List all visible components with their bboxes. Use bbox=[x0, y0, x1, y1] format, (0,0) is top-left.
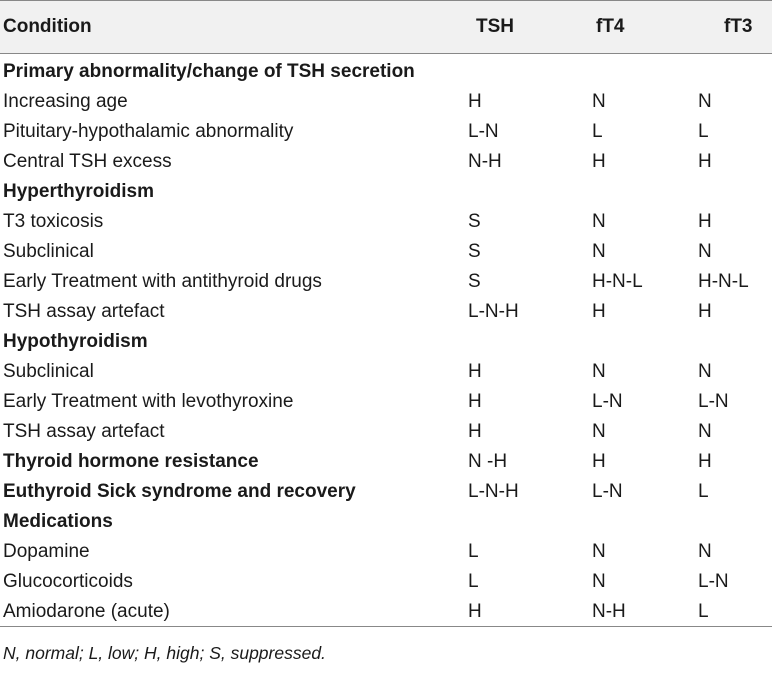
row-ft3: L-N bbox=[698, 391, 729, 412]
table-row bbox=[0, 117, 772, 147]
table-row bbox=[0, 597, 772, 627]
row-ft3: H bbox=[698, 301, 712, 322]
row-ft4: H bbox=[592, 301, 606, 322]
table-row bbox=[0, 417, 772, 447]
table-section-row bbox=[0, 57, 772, 87]
row-ft3: H bbox=[698, 211, 712, 232]
header-ft3: fT3 bbox=[724, 16, 753, 37]
table-section-row bbox=[0, 477, 772, 507]
row-tsh: L-N-H bbox=[468, 301, 519, 322]
row-condition: Euthyroid Sick syndrome and recovery bbox=[3, 481, 356, 502]
row-condition: Pituitary-hypothalamic abnormality bbox=[3, 121, 294, 142]
row-ft4: H-N-L bbox=[592, 271, 643, 292]
header-condition: Condition bbox=[3, 16, 92, 37]
table-header-row bbox=[0, 0, 772, 54]
row-tsh: N-H bbox=[468, 151, 502, 172]
row-ft4: N bbox=[592, 571, 606, 592]
row-condition: Early Treatment with levothyroxine bbox=[3, 391, 294, 412]
row-condition: Glucocorticoids bbox=[3, 571, 133, 592]
row-ft3: L-N bbox=[698, 571, 729, 592]
row-ft3: L bbox=[698, 481, 709, 502]
row-ft4: N bbox=[592, 211, 606, 232]
row-condition: Subclinical bbox=[3, 361, 94, 382]
row-tsh: H bbox=[468, 600, 482, 622]
row-ft3: H-N-L bbox=[698, 271, 749, 292]
row-condition: Hyperthyroidism bbox=[3, 181, 154, 202]
table-row bbox=[0, 387, 772, 417]
table-section-row bbox=[0, 447, 772, 477]
row-ft3: L bbox=[698, 600, 709, 622]
row-condition: Central TSH excess bbox=[3, 151, 172, 172]
row-ft4: N bbox=[592, 361, 606, 382]
row-ft4: L-N bbox=[592, 481, 623, 502]
row-ft3: N bbox=[698, 361, 712, 382]
row-tsh: S bbox=[468, 271, 481, 292]
header-ft4: fT4 bbox=[596, 16, 625, 37]
row-tsh: H bbox=[468, 391, 482, 412]
row-tsh: H bbox=[468, 91, 482, 112]
row-ft3: N bbox=[698, 421, 712, 442]
row-condition: Medications bbox=[3, 511, 113, 532]
row-ft4: N bbox=[592, 541, 606, 562]
row-ft3: N bbox=[698, 91, 712, 112]
table-row bbox=[0, 537, 772, 567]
row-ft4: N bbox=[592, 421, 606, 442]
row-ft4: H bbox=[592, 151, 606, 172]
table-row bbox=[0, 297, 772, 327]
row-tsh: L bbox=[468, 541, 479, 562]
row-condition: Thyroid hormone resistance bbox=[3, 451, 259, 472]
row-condition: T3 toxicosis bbox=[3, 211, 104, 232]
row-condition: Subclinical bbox=[3, 241, 94, 262]
row-ft4: L bbox=[592, 121, 603, 142]
table-row bbox=[0, 147, 772, 177]
table-row bbox=[0, 87, 772, 117]
table-row bbox=[0, 357, 772, 387]
table-section-row bbox=[0, 327, 772, 357]
row-tsh: L-N-H bbox=[468, 481, 519, 502]
row-tsh: S bbox=[468, 241, 481, 262]
table-row bbox=[0, 267, 772, 297]
row-ft4: N bbox=[592, 241, 606, 262]
row-ft4: N-H bbox=[592, 600, 626, 622]
row-ft4: L-N bbox=[592, 391, 623, 412]
row-condition: TSH assay artefact bbox=[3, 421, 165, 442]
row-condition: Dopamine bbox=[3, 541, 90, 562]
row-ft3: N bbox=[698, 541, 712, 562]
row-condition: Amiodarone (acute) bbox=[3, 600, 170, 622]
row-ft3: H bbox=[698, 451, 712, 472]
table-row bbox=[0, 237, 772, 267]
row-condition: Early Treatment with antithyroid drugs bbox=[3, 271, 322, 292]
row-condition: Hypothyroidism bbox=[3, 331, 148, 352]
row-tsh: L-N bbox=[468, 121, 499, 142]
row-tsh: N -H bbox=[468, 451, 508, 472]
row-ft3: N bbox=[698, 241, 712, 262]
row-condition: TSH assay artefact bbox=[3, 301, 165, 322]
table-footnote: N, normal; L, low; H, high; S, suppressed. bbox=[3, 643, 326, 663]
row-ft3: L bbox=[698, 121, 709, 142]
row-tsh: S bbox=[468, 211, 481, 232]
row-ft4: N bbox=[592, 91, 606, 112]
row-tsh: H bbox=[468, 361, 482, 382]
row-condition: Primary abnormality/change of TSH secretion bbox=[3, 61, 415, 82]
table-section-row bbox=[0, 507, 772, 537]
table-section-row bbox=[0, 177, 772, 207]
header-tsh: TSH bbox=[476, 16, 514, 37]
row-tsh: L bbox=[468, 571, 479, 592]
table-row bbox=[0, 567, 772, 597]
row-ft3: H bbox=[698, 151, 712, 172]
row-tsh: H bbox=[468, 421, 482, 442]
row-condition: Increasing age bbox=[3, 91, 128, 112]
table-body bbox=[0, 57, 772, 627]
table-row bbox=[0, 207, 772, 237]
row-ft4: H bbox=[592, 451, 606, 472]
